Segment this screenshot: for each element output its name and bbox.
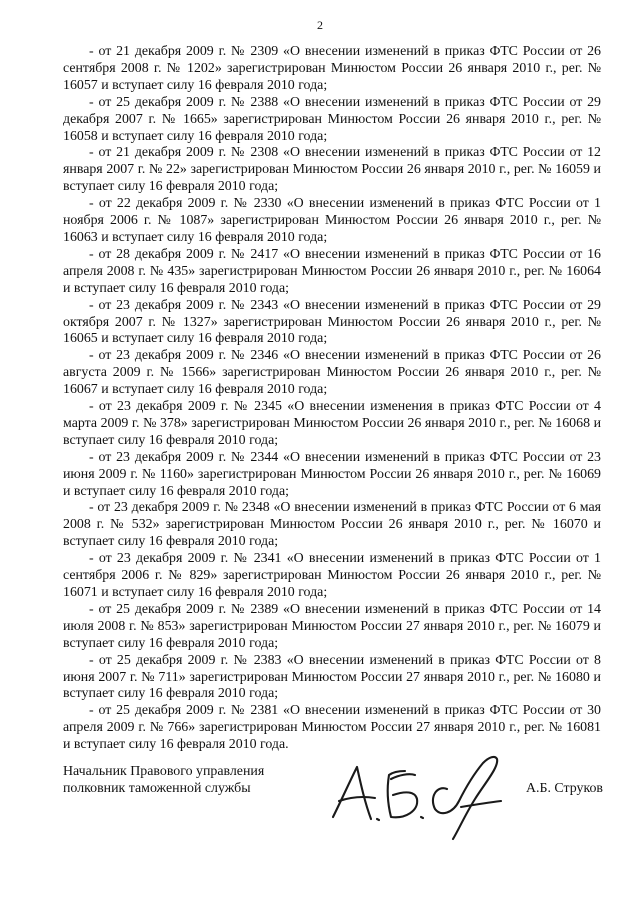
list-item: - от 25 декабря 2009 г. № 2381 «О внесении изменений в приказ ФТС России от 30 апреля 2009 г. № 766» зарегистрирован Минюстом России 27 января 2010 г., рег. № 16081 и вступает силу 16 февраля 2010 года. (63, 703, 601, 753)
signer-title-line-1: Начальник Правового управления (63, 764, 265, 779)
signature-block (63, 763, 603, 853)
list-item: - от 22 декабря 2009 г. № 2330 «О внесении изменений в приказ ФТС России от 1 ноября 2006 г. № 1087» зарегистрирован Минюстом России 26 января 2010 г., рег. № 16063 и вступает силу 16 февраля 2010 года; (63, 196, 601, 245)
signer-name: А.Б. Струков (525, 781, 603, 796)
list-item: - от 25 декабря 2009 г. № 2383 «О внесении изменений в приказ ФТС России от 8 июня 2007 г. № 711» зарегистрирован Минюстом России 27 января 2010 г., рег. № 16080 и вступает силу 16 февраля 2010 года; (63, 652, 601, 702)
list-item: - от 23 декабря 2009 г. № 2346 «О внесении изменений в приказ ФТС России от 26 августа 2009 г. № 1566» зарегистрирован Минюстом России 26 января 2010 г., рег. № 16067 и вступает силу 16 февраля 2010 года; (63, 348, 601, 398)
signer-title (63, 763, 264, 797)
list-item: - от 28 декабря 2009 г. № 2417 «О внесении изменений в приказ ФТС России от 16 апреля 2008 г. № 435» зарегистрирован Минюстом России 26 января 2010 г., рег. № 16064 и вступает силу 16 февраля 2010 года; (63, 246, 601, 296)
list-item: - от 23 декабря 2009 г. № 2344 «О внесении изменений в приказ ФТС России от 23 июня 2009 г. № 1160» зарегистрирован Минюстом России 26 января 2010 г., рег. № 16069 и вступает силу 16 февраля 2010 года; (63, 449, 601, 499)
list-item: - от 23 декабря 2009 г. № 2348 «О внесении изменений в приказ ФТС России от 6 мая 2008 г. № 532» зарегистрирован Минюстом России 26 января 2010 г., рег. № 16070 и вступает силу 16 февраля 2010 года; (63, 500, 601, 550)
list-item: - от 25 декабря 2009 г. № 2388 «О внесении изменений в приказ ФТС России от 29 декабря 2007 г. № 1665» зарегистрирован Минюстом России 26 января 2010 г., рег. № 16058 и вступает силу 16 февраля 2010 года; (63, 94, 601, 144)
list-item: - от 23 декабря 2009 г. № 2345 «О внесении изменения в приказ ФТС России от 4 марта 2009 г. № 378» зарегистрирован Минюстом России 26 января 2010 г., рег. № 16068 и вступает силу 16 февраля 2010 года; (63, 399, 601, 448)
list-item: - от 23 декабря 2009 г. № 2343 «О внесении изменений в приказ ФТС России от 29 октября 2007 г. № 1327» зарегистрирован Минюстом России 26 января 2010 г., рег. № 16065 и вступает силу 16 февраля 2010 года; (63, 297, 601, 347)
signer-title-line-2: полковник таможенной службы (63, 781, 251, 796)
page-number: 2 (317, 18, 323, 32)
document-body (63, 44, 601, 754)
list-item: - от 21 декабря 2009 г. № 2308 «О внесении изменений в приказ ФТС России от 12 января 2007 г. № 22» зарегистрирован Минюстом России 26 января 2010 г., рег. № 16059 и вступает силу 16 февраля 2010 года; (63, 145, 601, 195)
list-item: - от 21 декабря 2009 г. № 2309 «О внесении изменений в приказ ФТС России от 26 сентября 2008 г. № 1202» зарегистрирован Минюстом России 26 января 2010 г., рег. № 16057 и вступает силу 16 февраля 2010 года; (63, 44, 601, 93)
list-item: - от 25 декабря 2009 г. № 2389 «О внесении изменений в приказ ФТС России от 14 июля 2008 г. № 853» зарегистрирован Минюстом России 27 января 2010 г., рег. № 16079 и вступает силу 16 февраля 2010 года; (63, 601, 601, 651)
handwritten-signature (325, 745, 515, 843)
list-item: - от 23 декабря 2009 г. № 2341 «О внесении изменений в приказ ФТС России от 1 сентября 2006 г. № 829» зарегистрирован Минюстом России 26 января 2010 г., рег. № 16071 и вступает силу 16 февраля 2010 года; (63, 551, 601, 600)
